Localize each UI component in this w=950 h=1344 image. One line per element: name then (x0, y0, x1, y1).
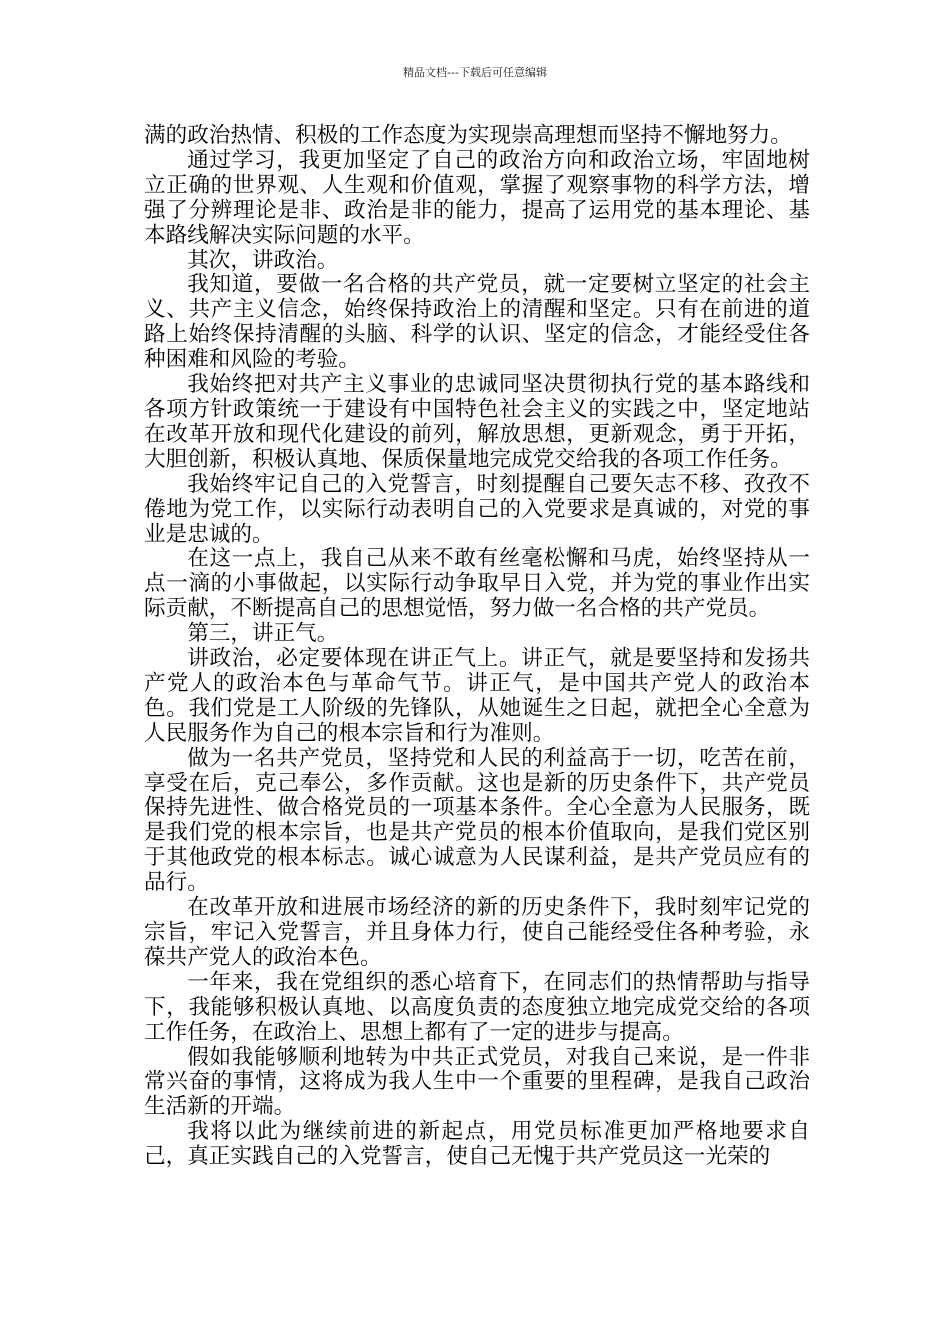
paragraph: 一年来，我在党组织的悉心培育下，在同志们的热情帮助与指导下，我能够积极认真地、以高度负责的态度独立地完成党交给的各项工作任务，在政治上、思想上都有了一定的进步与提高。 (144, 969, 810, 1045)
page-header: 精品文档---下载后可任意编辑 (403, 66, 547, 79)
paragraph: 在这一点上，我自己从来不敢有丝毫松懈和马虎，始终坚持从一点一滴的小事做起，以实际行动争取早日入党，并为党的事业作出实际贡献，不断提高自己的思想觉悟，努力做一名合格的共产党员。 (144, 546, 810, 622)
paragraph: 我始终把对共产主义事业的忠诚同坚决贯彻执行党的基本路线和各项方针政策统一于建设有中国特色社会主义的实践之中，坚定地站在改革开放和现代化建设的前列，解放思想，更新观念，勇于开拓，大胆创新，积极认真地、保质保量地完成党交给我的各项工作任务。 (144, 372, 810, 472)
section-heading: 其次，讲政治。 (187, 247, 339, 273)
paragraph: 讲政治，必定要体现在讲正气上。讲正气，就是要坚持和发扬共产党人的政治本色与革命气节。讲正气，是中国共产党人的政治本色。我们党是工人阶级的先锋队，从她诞生之日起，就把全心全意为人民服务作为自己的根本宗旨和行为准则。 (144, 646, 810, 746)
paragraph: 在改革开放和进展市场经济的新的历史条件下，我时刻牢记党的宗旨，牢记入党誓言，并且身体力行，使自己能经受住各种考验，永葆共产党人的政治本色。 (144, 895, 810, 970)
paragraph: 满的政治热情、积极的工作态度为实现崇高理想而坚持不懈地努力。 (144, 123, 792, 148)
document-body (144, 124, 810, 1170)
paragraph: 假如我能够顺利地转为中共正式党员，对我自己来说，是一件非常兴奋的事情，这将成为我人生中一个重要的里程碑，是我自己政治生活新的开端。 (144, 1044, 810, 1120)
paragraph: 做为一名共产党员，坚持党和人民的利益高于一切，吃苦在前，享受在后，克己奉公，多作贡献。这也是新的历史条件下，共产党员保持先进性、做合格党员的一项基本条件。全心全意为人民服务，既是我们党的根本宗旨，也是共产党员的根本价值取向，是我们党区别于其他政党的根本标志。诚心诚意为人民谋利益，是共产党员应有的品行。 (144, 745, 810, 896)
paragraph: 我始终牢记自己的入党誓言，时刻提醒自己要矢志不移、孜孜不倦地为党工作，以实际行动表明自己的入党要求是真诚的，对党的事业是忠诚的。 (144, 471, 810, 547)
paragraph: 通过学习，我更加坚定了自己的政治方向和政治立场，牢固地树立正确的世界观、人生观和价值观，掌握了观察事物的科学方法，增强了分辨理论是非、政治是非的能力，提高了运用党的基本理论、基本路线解决实际问题的水平。 (144, 147, 810, 248)
paragraph: 我将以此为继续前进的新起点，用党员标准更加严格地要求自己，真正实践自己的入党誓言，使自己无愧于共产党员这一光荣的 (144, 1119, 810, 1170)
section-heading: 第三，讲正气。 (187, 621, 339, 647)
paragraph: 我知道，要做一名合格的共产党员，就一定要树立坚定的社会主义、共产主义信念，始终保持政治上的清醒和坚定。只有在前进的道路上始终保持清醒的头脑、科学的认识、坚定的信念，才能经受住各种困难和风险的考验。 (144, 272, 810, 373)
